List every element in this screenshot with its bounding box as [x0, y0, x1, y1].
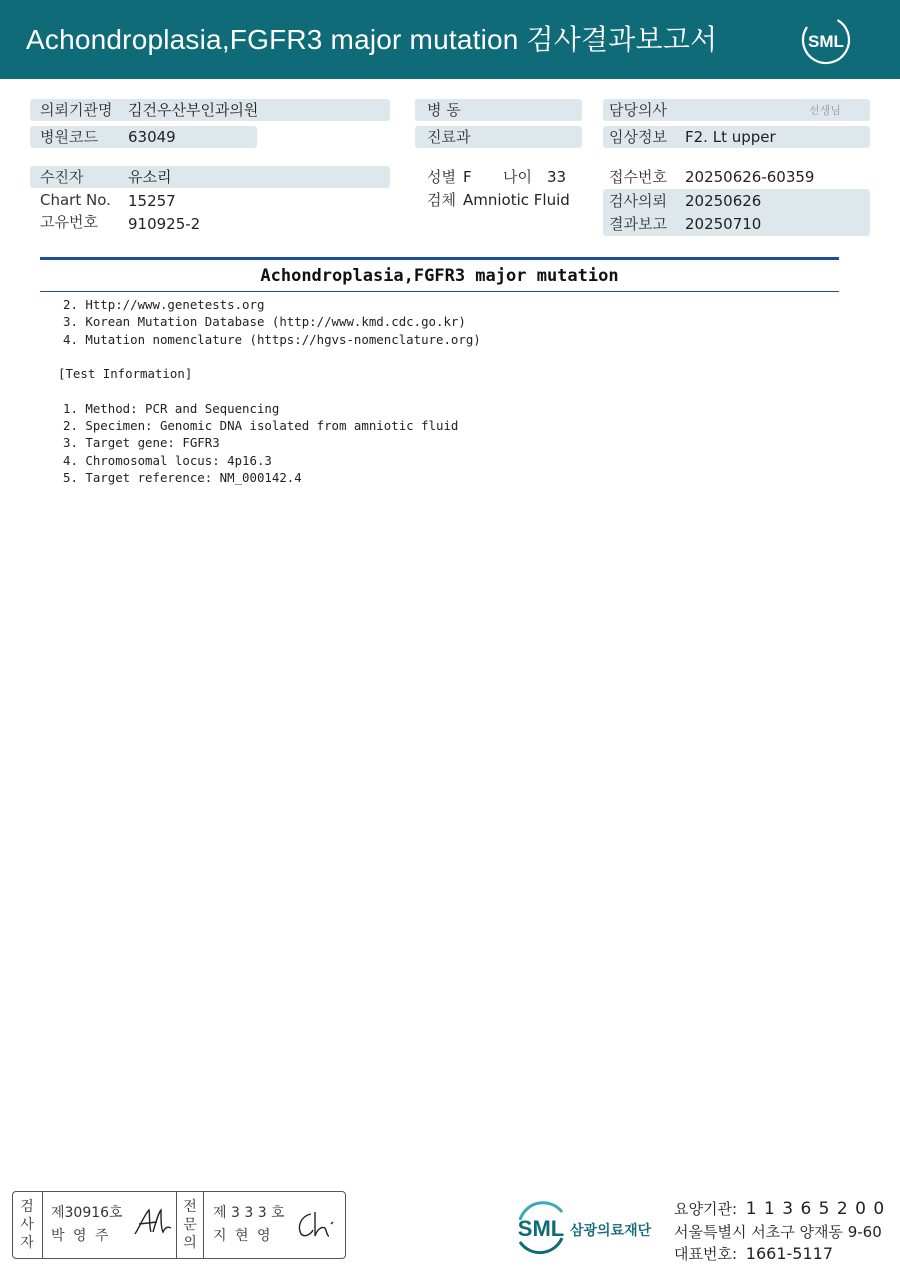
- age-label: 나이: [503, 168, 532, 186]
- body-line: [58, 348, 481, 365]
- svg-text:삼광의료재단: 삼광의료재단: [570, 1223, 652, 1239]
- institution-code-value: 1 1 3 6 5 2 0 0: [745, 1199, 886, 1219]
- ward-label: 병 동: [427, 101, 461, 119]
- body-line: 3. Korean Mutation Database (http://www.kmd.cdc.go.kr): [63, 314, 466, 330]
- section-top-rule: [40, 257, 839, 260]
- section-bottom-rule: [40, 291, 839, 292]
- body-line: [Test Information]: [58, 366, 193, 382]
- institution-code: [674, 1198, 885, 1219]
- unique-id-label: 고유번호: [40, 213, 98, 231]
- examiner-title: 검 사 자: [20, 1199, 34, 1251]
- report-header: [0, 0, 900, 79]
- chart-no-label: Chart No.: [40, 191, 111, 209]
- examiner-name: 박 영 주: [51, 1228, 111, 1244]
- divider: [203, 1192, 204, 1258]
- svg-text:SML: SML: [517, 1216, 565, 1241]
- receipt-no-value: 20250626-60359: [685, 168, 815, 186]
- hospital-code-label: 병원코드: [40, 128, 98, 146]
- request-date-label: 검사의뢰: [609, 192, 667, 210]
- sex-label: 성별: [427, 168, 456, 186]
- body-line: 4. Chromosomal locus: 4p16.3: [63, 452, 272, 468]
- specialist-signature-icon: [293, 1208, 337, 1242]
- doctor-label: 담당의사: [609, 101, 667, 119]
- hospital-code-value: 63049: [128, 128, 176, 146]
- footer-phone: [674, 1243, 833, 1264]
- institution-code-label: 요양기관:: [674, 1200, 738, 1218]
- section-title: Achondroplasia,FGFR3 major mutation: [260, 266, 619, 286]
- specimen-label: 검체: [427, 191, 456, 209]
- doctor-suffix: 선생님: [809, 104, 841, 117]
- body-line: 5. Target reference: NM_000142.4: [63, 469, 302, 485]
- phone-label: 대표번호:: [674, 1245, 738, 1263]
- sml-logo-icon: [800, 14, 852, 66]
- specialist-name: 지 현 영: [213, 1228, 273, 1244]
- patient-name-value: 유소리: [128, 168, 172, 186]
- body-line: 2. Specimen: Genomic DNA isolated from amniotic fluid: [63, 418, 459, 434]
- body-line: 4. Mutation nomenclature (https://hgvs-nomenclature.org): [63, 331, 481, 347]
- examiner-signature-icon: [131, 1206, 173, 1240]
- body-line: 3. Target gene: FGFR3: [63, 435, 220, 451]
- specialist-title: 전 문 의: [183, 1199, 197, 1251]
- phone-value: 1661-5117: [745, 1244, 834, 1263]
- body-line: 1. Method: PCR and Sequencing: [63, 400, 280, 416]
- age-value: 33: [547, 168, 567, 186]
- request-date-value: 20250626: [685, 192, 762, 210]
- specimen-value: Amniotic Fluid: [463, 191, 570, 209]
- report-body: [58, 296, 481, 486]
- svg-text:SML: SML: [808, 32, 844, 51]
- sex-value: F: [463, 168, 472, 186]
- clinical-label: 임상정보: [609, 128, 667, 146]
- unique-id-value: 910925-2: [128, 215, 201, 233]
- body-line: 2. Http://www.genetests.org: [63, 297, 265, 312]
- body-line: [58, 382, 481, 399]
- report-title: Achondroplasia,FGFR3 major mutation 검사결과보고서: [26, 24, 718, 55]
- specialist-license: 제 3 3 3 호: [213, 1205, 285, 1221]
- patient-name-label: 수진자: [40, 168, 84, 186]
- institution-value: 김건우산부인과의원: [128, 101, 259, 119]
- divider: [176, 1192, 177, 1258]
- report-date-label: 결과보고: [609, 215, 667, 233]
- receipt-no-label: 접수번호: [609, 168, 667, 186]
- examiner-license: 제30916호: [51, 1205, 123, 1221]
- department-label: 진료과: [427, 128, 471, 146]
- report-date-value: 20250710: [685, 215, 762, 233]
- sml-foundation-logo-icon: [510, 1198, 660, 1258]
- footer-address: 서울특별시 서초구 양재동 9-60: [674, 1223, 882, 1241]
- clinical-value: F2. Lt upper: [685, 128, 776, 146]
- chart-no-value: 15257: [128, 192, 176, 210]
- divider: [42, 1192, 43, 1258]
- signature-box: [12, 1191, 346, 1259]
- patient-name-pill: [30, 166, 390, 188]
- institution-label: 의뢰기관명: [40, 101, 113, 119]
